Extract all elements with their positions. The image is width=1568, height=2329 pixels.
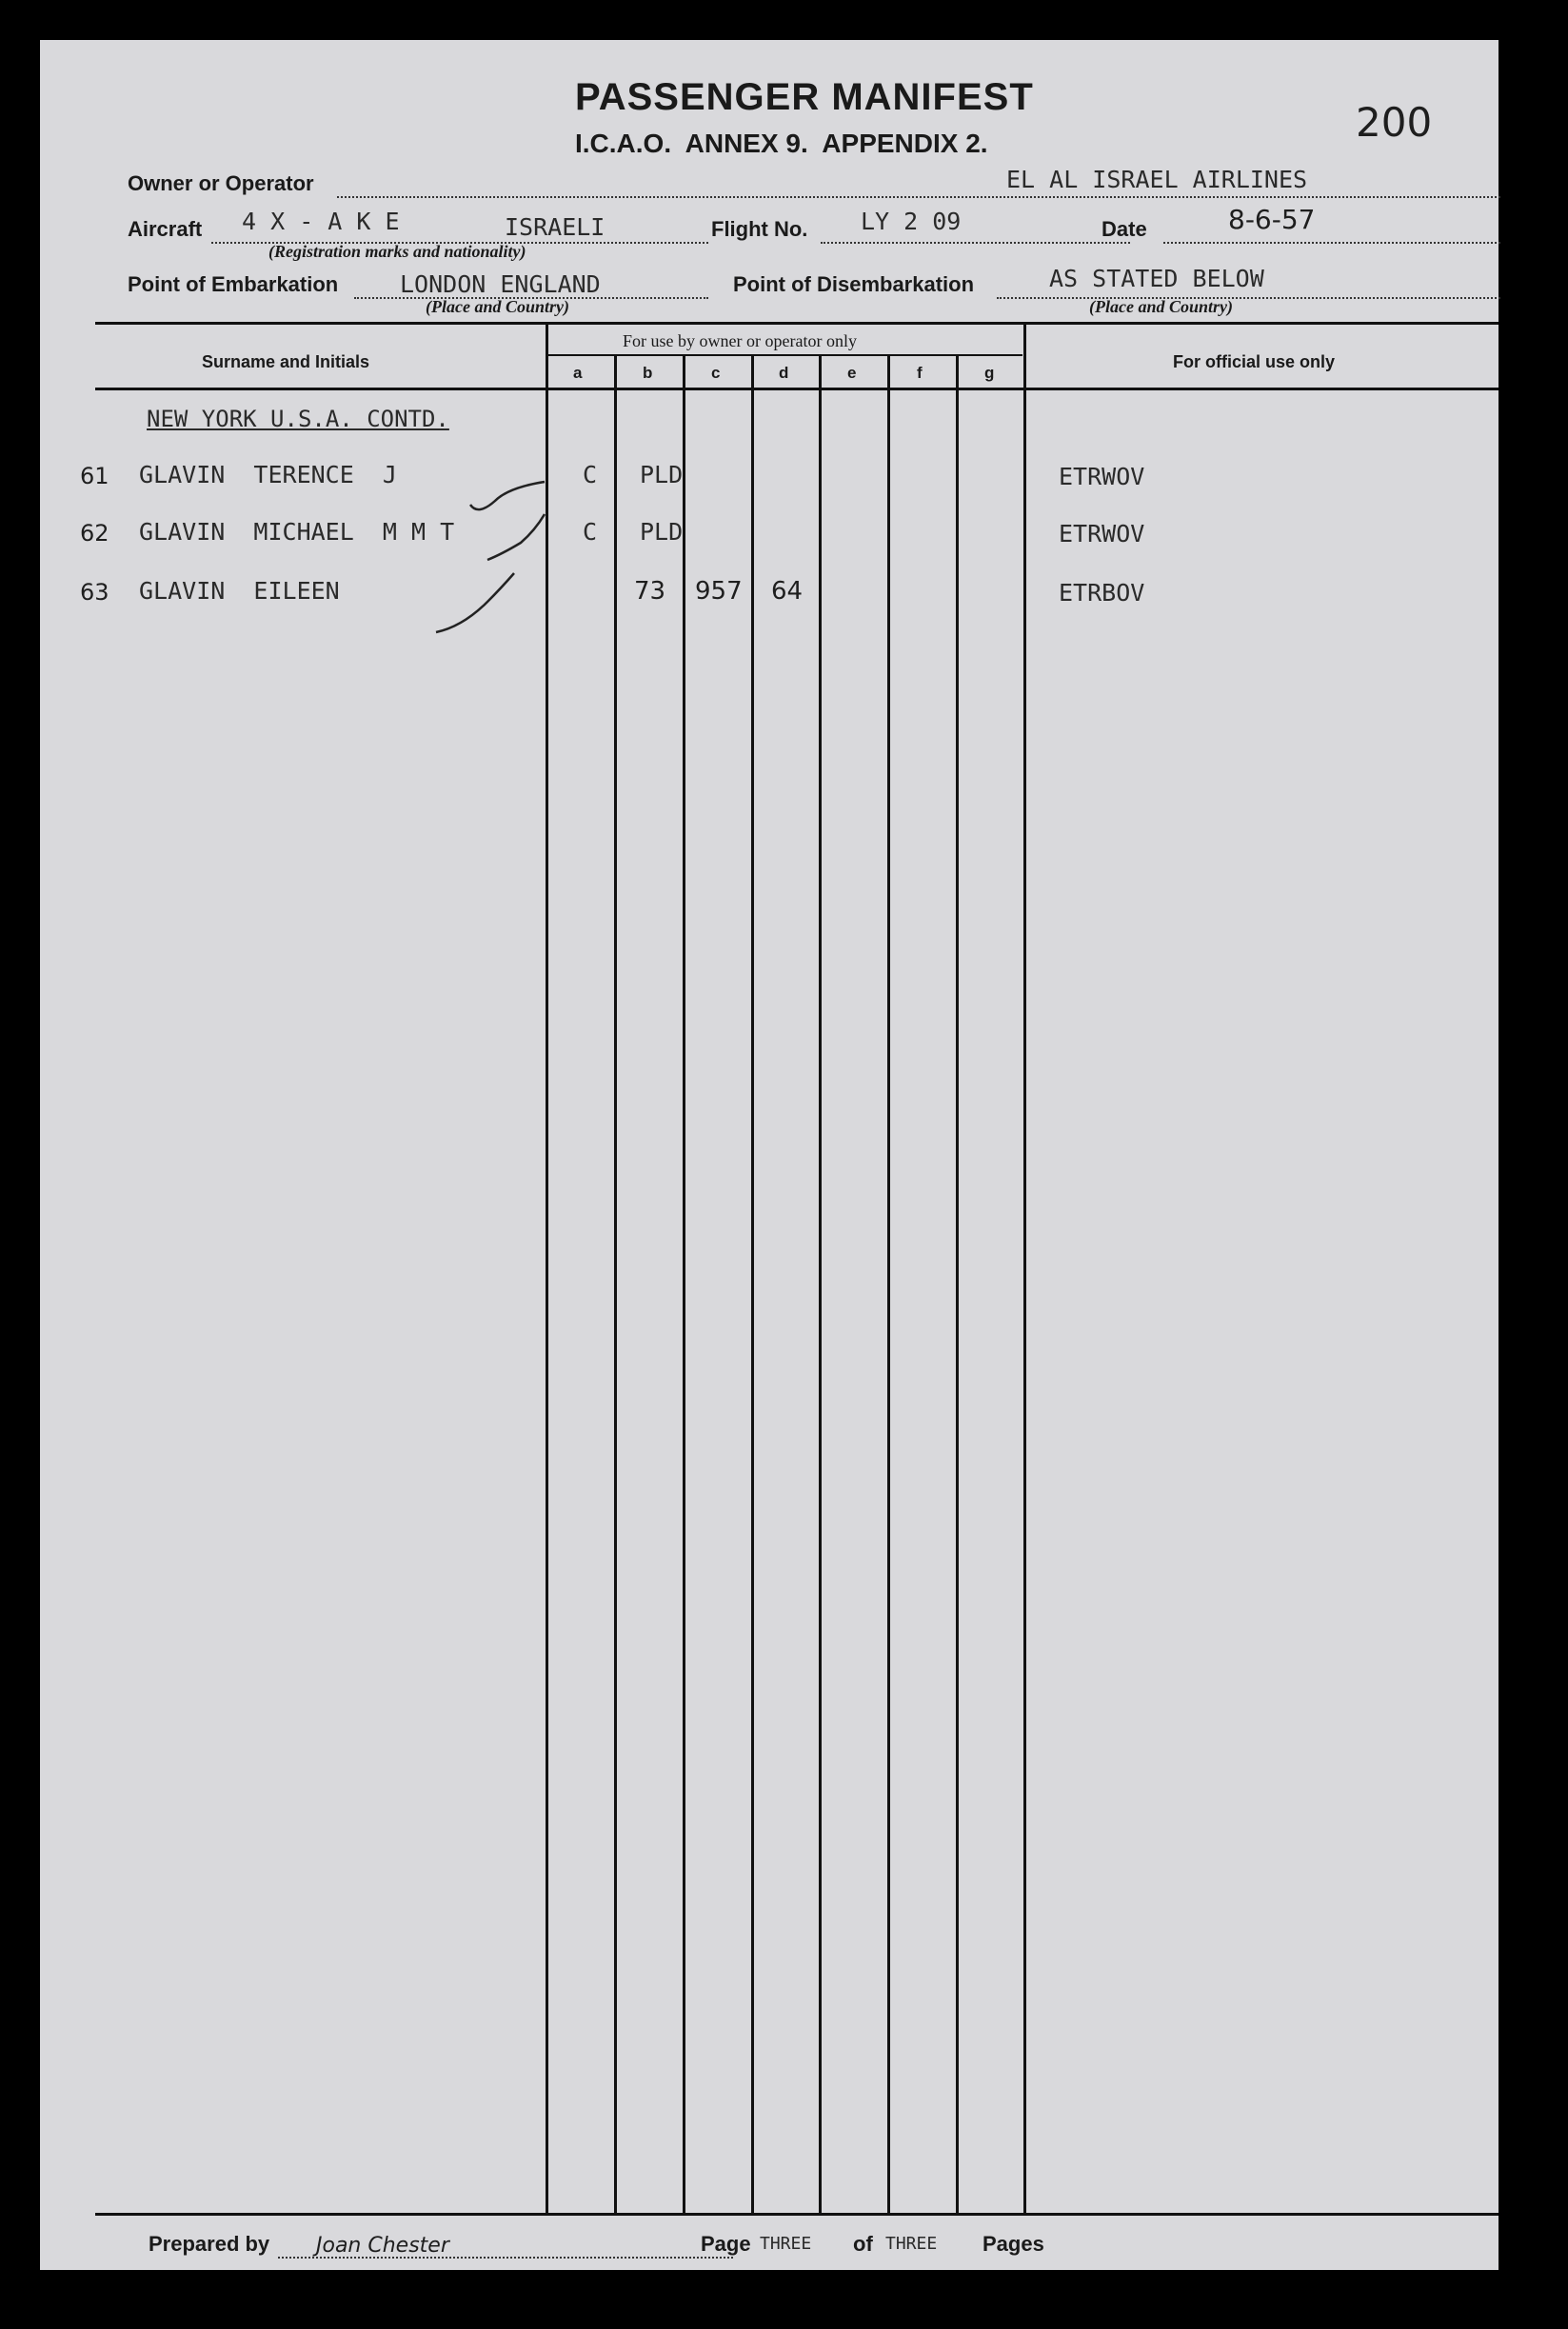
aircraft-registration: 4 X - A K E <box>242 208 400 235</box>
cell-official: ETRBOV <box>1059 579 1145 607</box>
of-value: THREE <box>885 2234 938 2254</box>
column-header-d: d <box>779 364 789 382</box>
operator-header-rule <box>546 354 1022 356</box>
aircraft-nationality: ISRAELI <box>505 213 605 241</box>
column-header-g: g <box>984 364 995 382</box>
column-header-e: e <box>847 364 857 382</box>
row-number: 61 <box>80 463 109 489</box>
operator-column-header: For use by owner or operator only <box>623 331 857 350</box>
embarkation-value: LONDON ENGLAND <box>400 270 601 298</box>
column-divider-a <box>614 354 617 2213</box>
table-top-rule <box>95 322 1499 325</box>
page-value: THREE <box>760 2234 812 2254</box>
date-value: 8-6-57 <box>1228 204 1316 235</box>
prepared-by-value: Joan Chester <box>316 2234 449 2258</box>
check-marks <box>402 440 592 659</box>
embarkation-note: (Place and Country) <box>426 297 569 316</box>
date-dotted-line <box>1163 242 1500 244</box>
manifest-subtitle: I.C.A.O. ANNEX 9. APPENDIX 2. <box>575 129 988 158</box>
column-header-c: c <box>711 364 721 382</box>
row-number: 63 <box>80 579 109 606</box>
flight-dotted-line <box>821 242 1130 244</box>
of-label: of <box>853 2232 873 2256</box>
disembarkation-note: (Place and Country) <box>1089 297 1233 316</box>
cell-b: PLD <box>640 461 684 488</box>
page-number: 200 <box>1356 99 1433 146</box>
registration-note: (Registration marks and nationality) <box>268 242 526 261</box>
checkmark-icon <box>436 573 514 632</box>
flight-value: LY 2 09 <box>861 208 962 235</box>
checkmark-icon <box>487 514 545 560</box>
row-number: 62 <box>80 520 109 547</box>
manifest-sheet <box>40 40 1499 2270</box>
footer-rule <box>95 2213 1499 2216</box>
cell-a: C <box>583 518 598 546</box>
column-divider-e <box>887 354 890 2213</box>
disembarkation-label: Point of Disembarkation <box>733 272 975 296</box>
column-header-f: f <box>917 364 923 382</box>
date-label: Date <box>1102 217 1147 241</box>
embarkation-label: Point of Embarkation <box>128 272 339 296</box>
disembarkation-value: AS STATED BELOW <box>1049 265 1264 292</box>
cell-c: 957 <box>695 577 743 606</box>
owner-dotted-line <box>337 196 1500 198</box>
column-divider-b <box>683 354 685 2213</box>
disembarkation-dotted-line <box>997 297 1500 299</box>
name-column-header: Surname and Initials <box>202 352 370 371</box>
owner-label: Owner or Operator <box>128 171 314 195</box>
pages-label: Pages <box>982 2232 1044 2256</box>
passenger-name: GLAVIN MICHAEL M M T <box>139 518 455 546</box>
cell-d: 64 <box>771 577 804 606</box>
passenger-name: GLAVIN EILEEN <box>139 577 340 605</box>
cell-b: 73 <box>634 577 666 606</box>
column-header-a: a <box>573 364 583 382</box>
owner-value: EL AL ISRAEL AIRLINES <box>1006 166 1308 193</box>
column-divider-c <box>751 354 754 2213</box>
official-column-header: For official use only <box>1173 352 1336 371</box>
prepared-by-label: Prepared by <box>149 2232 270 2256</box>
page-label: Page <box>701 2232 751 2256</box>
aircraft-label: Aircraft <box>128 217 203 241</box>
column-divider-f <box>956 354 959 2213</box>
section-heading: NEW YORK U.S.A. CONTD. <box>147 406 449 432</box>
cell-official: ETRWOV <box>1059 463 1145 490</box>
column-divider-g <box>1023 322 1026 2213</box>
flight-label: Flight No. <box>711 217 808 241</box>
cell-a: C <box>583 461 598 488</box>
cell-b: PLD <box>640 518 684 546</box>
manifest-title: PASSENGER MANIFEST <box>575 76 1034 118</box>
column-header-b: b <box>643 364 653 382</box>
cell-official: ETRWOV <box>1059 520 1145 547</box>
passenger-name: GLAVIN TERENCE J <box>139 461 397 488</box>
checkmark-icon <box>470 482 545 509</box>
table-header-bottom-rule <box>95 388 1499 390</box>
column-divider-d <box>819 354 822 2213</box>
